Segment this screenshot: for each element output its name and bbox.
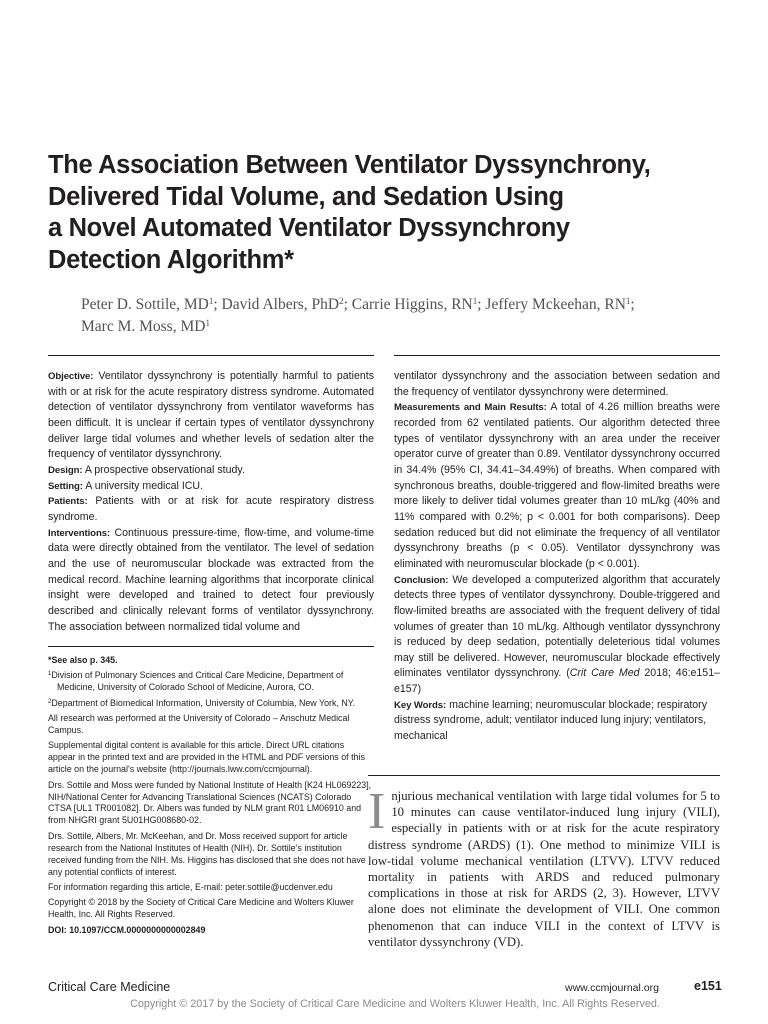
- author-line: Peter D. Sottile, $MD^1$; David Albers, PhD$^2$; Carrie Higgins, $RN^1$; Jeffery Mckeehan, $RN^1$;: [81, 296, 635, 313]
- footnote-funding: Drs. Sottile and Moss were funded by National Institute of Health [K24 HL069223], NIH/National Center for Advancing Translational Sciences (NCATS) Colorado CTSA [UL1 TR001082]. Dr. Albers was funded by NLM grant R01 LM06910 and from NHGRI grant 5U01HG008680-02.: [48, 779, 372, 826]
- abstract-column-left: [48, 369, 374, 635]
- footnote-affiliation-1: $^1$Division of Pulmonary Sciences and Critical Care Medicine, Department of Medicine, University of Colorado School of Medicine, Aurora, CO.: [48, 670, 344, 693]
- abstract-patients: Patients: Patients with or at risk for acute respiratory distress syndrome.: [48, 495, 374, 523]
- copyright-notice: Copyright © 2017 by the Society of Critical Care Medicine and Wolters Kluwer Health, Inc. All Rights Reserved.: [130, 998, 660, 1010]
- title-line: Delivered Tidal Volume, and Sedation Using: [48, 182, 564, 211]
- footnote-contact: For information regarding this article, E-mail: peter.sottile@ucdenver.edu: [48, 881, 333, 892]
- author-list: [81, 294, 681, 337]
- abstract-conclusion: Conclusion: We developed a computerized algorithm that accurately detects three types of ventilator dyssynchrony. Double-triggered and flow-limited breaths are associated with the frequent delivery of tidal volumes of greater than 10 mL/kg. Although ventilator dyssynchrony is reduced by deep sedation, potentially deleterious tidal volumes may still be delivered. However, neuromuscular blockade effectively eliminates ventilator dyssynchrony. (Crit Care Med 2018; 46:e151–e157): [394, 573, 720, 696]
- footnote-doi: DOI: 10.1097/CCM.0000000000002849: [48, 924, 206, 935]
- author-line: Marc M. Moss, $MD^1$: [81, 317, 210, 335]
- abstract-rule-right: [394, 355, 720, 356]
- title-line: Detection Algorithm*: [48, 245, 294, 274]
- abstract-interventions: Interventions: Continuous pressure-time, flow-time, and volume-time data were directly obtained from the ventilator. The level of sedation and the use of neuromuscular blockade was extracted from the medical record. Machine learning algorithms that incorporate clinical insight were developed and trained to detect four previously described and clinically relevant forms of ventilator dyssynchrony. The association between normalized tidal volume and: [48, 526, 374, 633]
- footnote-see-also: *See also p. 345.: [48, 655, 118, 665]
- footnote-copyright: Copyright © 2018 by the Society of Critical Care Medicine and Wolters Kluwer Health, Inc. All Rights Reserved.: [48, 897, 354, 920]
- title-line: The Association Between Ventilator Dyssynchrony,: [48, 151, 651, 179]
- footer-url: www.ccmjournal.org: [565, 982, 659, 994]
- intro-rule: [368, 775, 720, 776]
- drop-cap: I: [368, 783, 386, 840]
- footnotes: [48, 655, 374, 940]
- footnote-rule: [48, 646, 374, 647]
- footer-journal-name: Critical Care Medicine: [48, 980, 171, 994]
- abstract-design: Design: A prospective observational study.: [48, 463, 245, 476]
- abstract-rule-left: [48, 355, 374, 356]
- citation-journal: Crit Care Med: [569, 667, 640, 680]
- abstract-measurements: Measurements and Main Results: A total of 4.26 million breaths were recorded from 62 ventilated patients. Our algorithm detected three types of ventilator dyssynchrony with an area under the receiver operator curve of greater than 0.89. Ventilator dyssynchrony occurred in 34.4% (95% CI, 34.41–34.49%) of breaths. When compared with synchronous breaths, double-triggered and flow-limited breaths were more likely to deliver tidal volumes greater than 10 mL/kg (40% and 11% compared with 0.2%; p < 0.001 for both comparisons). Deep sedation reduced but did not eliminate the frequency of all ventilator dyssynchrony breaths (p < 0.05). Ventilator dyssynchrony was eliminated with neuromuscular blockade (p < 0.001).: [394, 401, 720, 570]
- abstract-setting: Setting: A university medical ICU.: [48, 479, 204, 492]
- abstract-keywords: Key Words: machine learning; neuromuscular blockade; respiratory distress syndrome, adult; ventilator induced lung injury; ventilators, mechanical: [394, 698, 707, 743]
- article-title: [48, 150, 728, 276]
- title-line: a Novel Automated Ventilator Dyssynchrony: [48, 214, 570, 242]
- abstract-objective: Objective: Ventilator dyssynchrony is potentially harmful to patients with or at risk for the acute respiratory distress syndrome. Automated detection of ventilator dyssynchrony from ventilator waveforms has been difficult. It is unclear if certain types of ventilator dyssynchrony deliver large tidal volumes and whether levels of sedation alter the frequency of ventilator dyssynchrony.: [48, 370, 374, 461]
- footnote-supplemental: Supplemental digital content is available for this article. Direct URL citations appear in the printed text and are provided in the HTML and PDF versions of this article on the journal’s website (http://journals.lww.com/ccmjournal).: [48, 740, 365, 775]
- footer-page-number: e151: [694, 979, 722, 993]
- footnote-affiliation-2: $^2$Department of Biomedical Information, University of Columbia, New York, NY.: [48, 697, 356, 708]
- footnote-research: All research was performed at the University of Colorado – Anschutz Medical Campus.: [48, 713, 350, 736]
- abstract-continued: ventilator dyssynchrony and the association between sedation and the frequency of ventilator dyssynchrony were determined.: [394, 370, 720, 398]
- abstract-column-right: [394, 369, 720, 745]
- intro-paragraph: Injurious mechanical ventilation with large tidal volumes for 5 to 10 minutes can cause ventilator-induced lung injury (VILI), especially in patients with or at risk for the acute respiratory distress syndrome (ARDS) (1). One method to minimize VILI is low-tidal volume mechanical ventilation (LTVV). LTVV reduced mortality in patients with ARDS and reduced pulmonary complications in those at risk for ARDS (2, 3). However, LTVV alone does not eliminate the development of VILI. One common phenomenon that can induce VILI in the context of LTVV is ventilator dyssynchrony (VD).: [368, 783, 720, 949]
- footnote-disclosure: Drs. Sottile, Albers, Mr. McKeehan, and Dr. Moss received support for article research from the National Institutes of Health (NIH). Dr. Sottile’s institution received funding from the NIH. Ms. Higgins has disclosed that she does not have any potential conflicts of interest.: [48, 830, 366, 877]
